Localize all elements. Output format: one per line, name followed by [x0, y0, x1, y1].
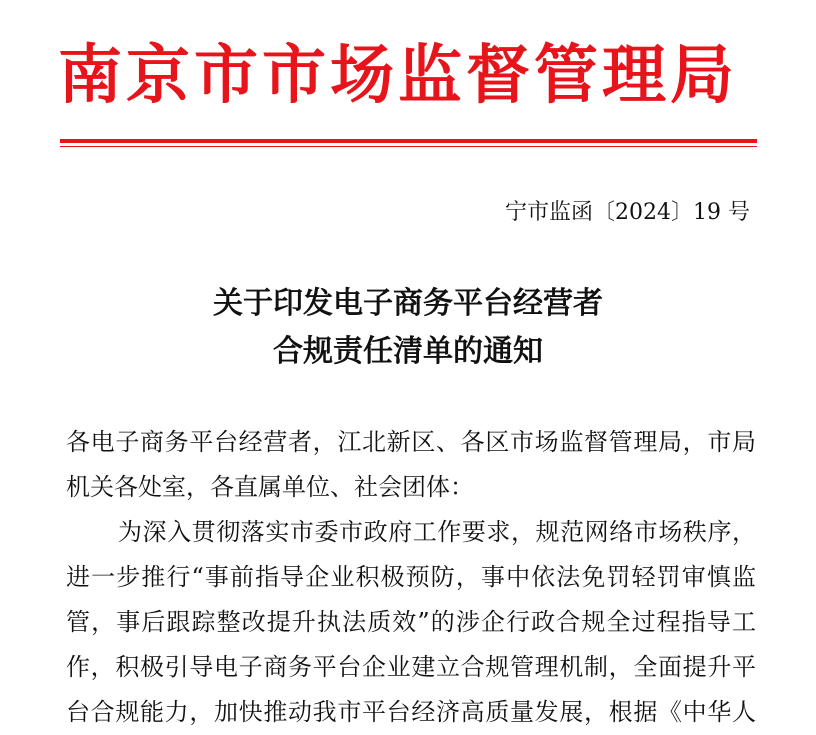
- document-number: 宁市监函〔2024〕19 号: [505, 200, 750, 225]
- body-line: 台合规能力，加快推动我市平台经济高质量发展，根据《中华人: [66, 698, 756, 726]
- issuer-header: 南京市市场监督管理局: [58, 38, 738, 113]
- addressee-line: 各电子商务平台经营者，江北新区、各区市场监督管理局，市局: [66, 428, 756, 456]
- body-line: 为深入贯彻落实市委市政府工作要求，规范网络市场秩序，: [118, 518, 756, 546]
- document-title-line: 关于印发电子商务平台经营者: [213, 286, 603, 321]
- document-body: [66, 420, 756, 735]
- body-line: 管，事后跟踪整改提升执法质效”的涉企行政合规全过程指导工: [66, 608, 756, 636]
- header-red-rule-thick: [60, 139, 757, 143]
- body-line: 作，积极引导电子商务平台企业建立合规管理机制，全面提升平: [66, 653, 756, 681]
- addressee-line: 机关各处室，各直属单位、社会团体：: [66, 473, 474, 501]
- document-title: [0, 280, 816, 376]
- document-title-line: 合规责任清单的通知: [273, 334, 543, 369]
- header-red-rule-thin: [60, 146, 757, 147]
- body-line: 进一步推行“事前指导企业积极预防，事中依法免罚轻罚审慎监: [66, 563, 756, 591]
